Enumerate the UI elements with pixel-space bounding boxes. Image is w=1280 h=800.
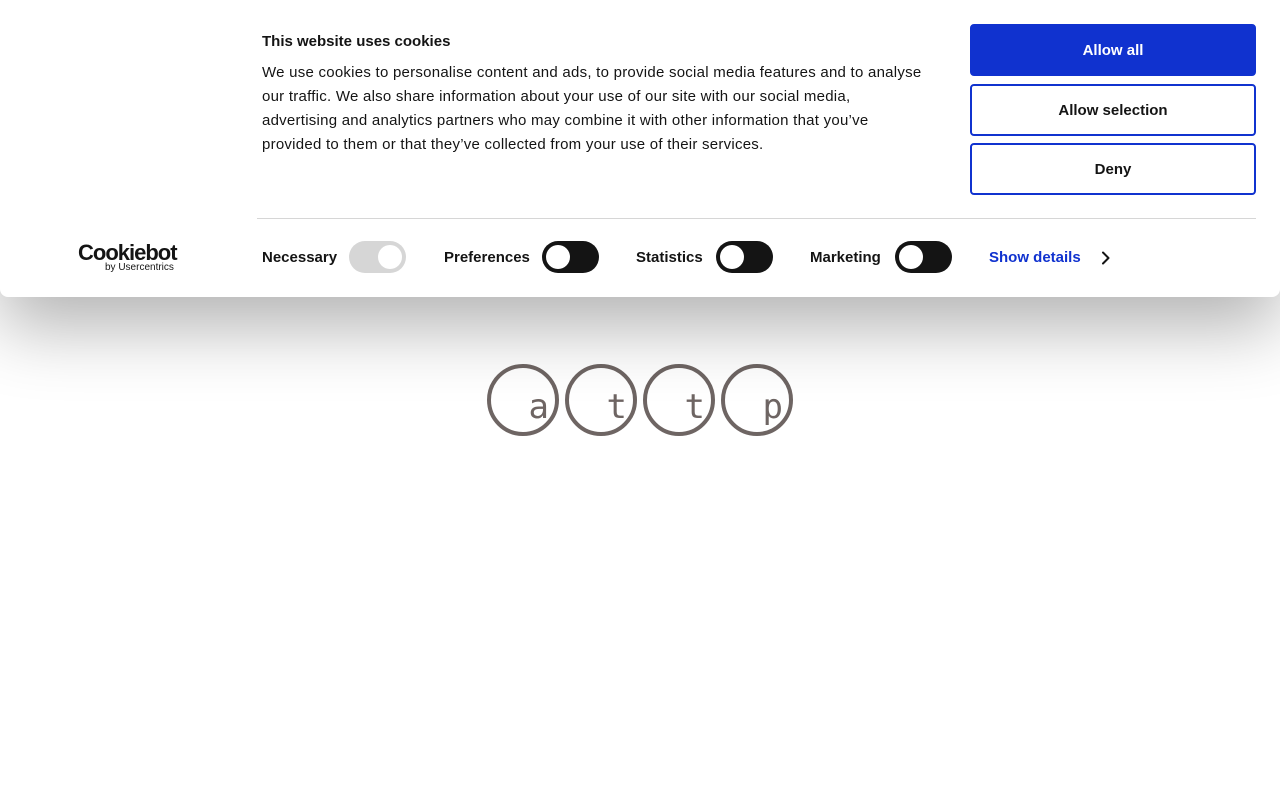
toggle-label-statistics: Statistics bbox=[636, 249, 703, 266]
logo-letter: p bbox=[762, 387, 783, 427]
cookiebot-logo-wordmark: Cookiebot bbox=[78, 240, 177, 265]
toggle-label-necessary: Necessary bbox=[262, 249, 338, 266]
toggle-knob bbox=[378, 245, 402, 269]
site-logo[interactable] bbox=[487, 364, 793, 436]
chevron-right-icon bbox=[1101, 251, 1111, 265]
cookie-consent-banner bbox=[0, 0, 1280, 297]
banner-divider bbox=[257, 218, 1256, 219]
logo-circle bbox=[643, 364, 715, 436]
banner-description: We use cookies to personalise content and ads, to provide social media features and to analyse our traffic. We also share information about your use of our site with our social media, advertising and analytics partners who may combine it with other information that you’ve provided to them or that they’ve collected from your use of their services. bbox=[262, 64, 922, 153]
logo-circle bbox=[565, 364, 637, 436]
cookiebot-logo[interactable] bbox=[78, 241, 188, 277]
logo-circle bbox=[721, 364, 793, 436]
logo-letter: t bbox=[606, 387, 627, 427]
toggle-label-marketing: Marketing bbox=[810, 249, 881, 266]
allow-selection-button[interactable]: Allow selection bbox=[970, 84, 1256, 136]
toggle-knob bbox=[720, 245, 744, 269]
toggle-knob bbox=[546, 245, 570, 269]
allow-all-button[interactable]: Allow all bbox=[970, 24, 1256, 76]
show-details-label: Show details bbox=[989, 249, 1081, 266]
logo-circle bbox=[487, 364, 559, 436]
logo-letter: a bbox=[528, 387, 549, 427]
toggle-marketing[interactable] bbox=[895, 241, 952, 273]
toggle-label-preferences: Preferences bbox=[444, 249, 530, 266]
toggle-knob bbox=[899, 245, 923, 269]
toggle-statistics[interactable] bbox=[716, 241, 773, 273]
show-details-link[interactable] bbox=[989, 249, 1111, 267]
banner-title: This website uses cookies bbox=[262, 33, 451, 50]
toggle-preferences[interactable] bbox=[542, 241, 599, 273]
logo-letter: t bbox=[684, 387, 705, 427]
cookiebot-logo-byline: by Usercentrics bbox=[105, 262, 174, 273]
deny-button[interactable]: Deny bbox=[970, 143, 1256, 195]
toggle-necessary bbox=[349, 241, 406, 273]
